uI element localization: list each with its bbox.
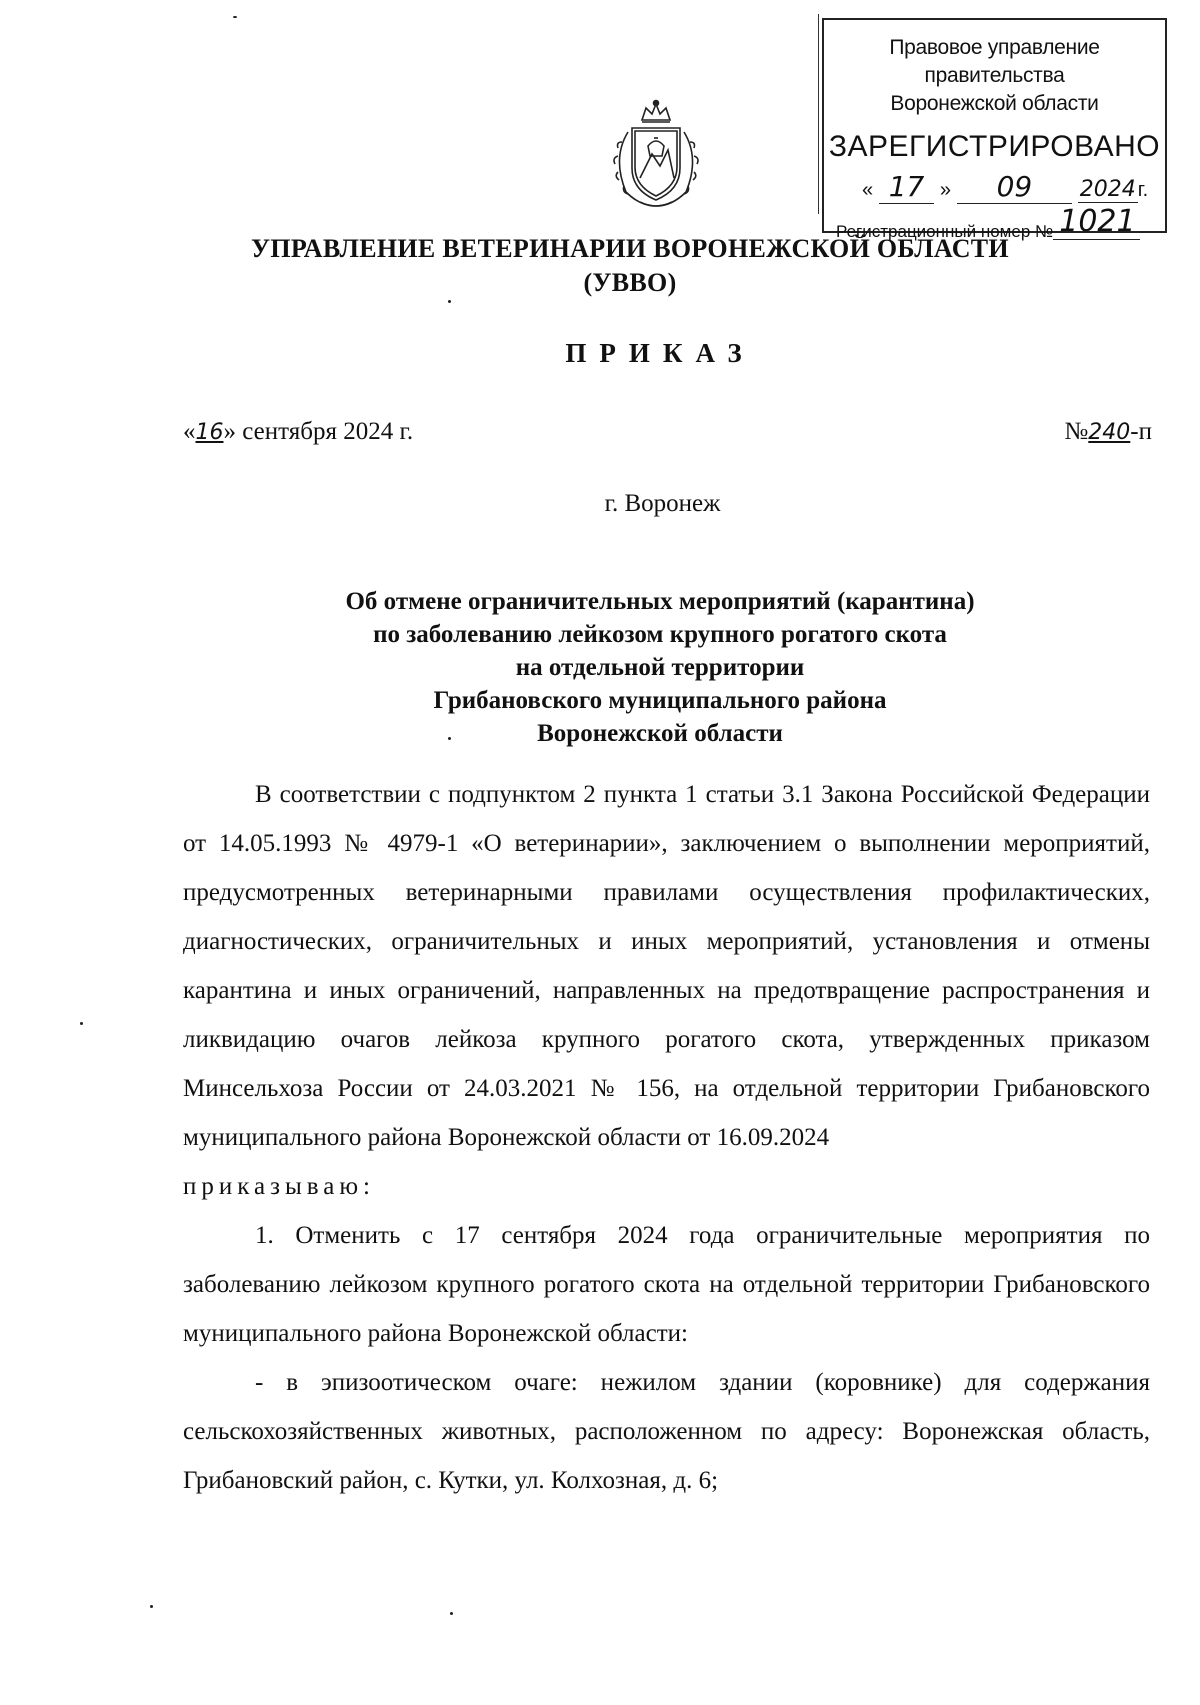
agency-abbreviation: (УВВО) xyxy=(583,268,677,297)
coat-of-arms-icon xyxy=(602,98,710,210)
scan-speck xyxy=(150,1605,153,1608)
stamp-year-suffix: г. xyxy=(1137,179,1149,201)
subject-line3: на отдельной территории xyxy=(515,654,805,681)
scan-speck xyxy=(233,16,237,18)
subject-line2: по заболеванию лейкозом крупного рогатого скота xyxy=(373,621,947,648)
order-number-prefix: № xyxy=(1064,418,1089,445)
stamp-registered-label: ЗАРЕГИСТРИРОВАНО xyxy=(828,130,1161,163)
registration-stamp xyxy=(822,18,1167,241)
order-date-rest: сентября 2024 г. xyxy=(242,418,414,445)
order-number-suffix: -п xyxy=(1130,418,1152,445)
item-1-subitem-1: - в эпизоотическом очаге: нежилом здании (коровнике) для содержания сельскохозяйственных животных, расположенном по адресу: Воронежская область, Грибановский район, с. Кутки, ул. Колхозная, д. 6; xyxy=(183,1369,1150,1494)
order-number-value: 240 xyxy=(1088,420,1131,445)
order-date: «16» сентября 2024 г. xyxy=(183,418,414,445)
stamp-organization xyxy=(824,34,1165,118)
subject-line1: Об отмене ограничительных мероприятий (карантина) xyxy=(345,588,975,615)
stamp-edge-line xyxy=(818,14,819,214)
agency-name xyxy=(180,232,1080,300)
preamble-paragraph: В соответствии с подпунктом 2 пункта 1 статьи 3.1 Закона Российской Федерации от 14.05.1993 № 4979-1 «О ветеринарии», заключением о выполнении мероприятий, предусмотренных ветеринарными правилами осуществления профилактических, диагностических, ограничительных и иных мероприятий, установления и отмены карантина и иных ограничений, направленных на предотвращение распространения и ликвидацию очагов лейкоза крупного рогатого скота, утвержденных приказом Минсельхоза России от 24.03.2021 № 156, на отдельной территории Грибановского муниципального района Воронежской области от 16.09.2024 xyxy=(183,781,1150,1151)
stamp-date-month: 09 xyxy=(957,170,1073,204)
stamp-date-year: 2024 xyxy=(1079,177,1136,202)
stamp-date-day: 17 xyxy=(879,170,935,204)
subject-line4: Грибановского муниципального района xyxy=(433,687,887,714)
stamp-reg-number-label: Регистрационный номер № xyxy=(836,222,1054,241)
scan-speck xyxy=(80,1022,83,1025)
scan-speck xyxy=(448,300,451,303)
item-1-paragraph: 1. Отменить с 17 сентября 2024 года ограничительные мероприятия по заболеванию лейкозом крупного рогатого скота на отдельной территории Грибановского муниципального района Воронежской области: xyxy=(183,1222,1150,1347)
order-body xyxy=(183,770,1150,1505)
subject-line5: Воронежской области xyxy=(537,720,783,747)
order-number xyxy=(1064,418,1152,446)
order-title: ПРИКАЗ xyxy=(565,338,755,368)
scan-speck xyxy=(450,1612,453,1615)
order-city: г. Воронеж xyxy=(604,490,721,517)
order-word: приказываю: xyxy=(183,1173,375,1200)
order-date-day: 16 xyxy=(195,420,224,445)
order-subject xyxy=(260,585,1060,750)
agency-name-line1: УПРАВЛЕНИЕ ВЕТЕРИНАРИИ ВОРОНЕЖСКОЙ ОБЛАСТИ xyxy=(251,234,1009,263)
stamp-org-line1: Правовое управление правительства xyxy=(889,36,1100,87)
stamp-org-line2: Воронежской области xyxy=(890,92,1099,115)
stamp-reg-number: 1021 xyxy=(1053,204,1139,240)
stamp-date: « 17 » 09 2024 г. xyxy=(862,170,1149,203)
